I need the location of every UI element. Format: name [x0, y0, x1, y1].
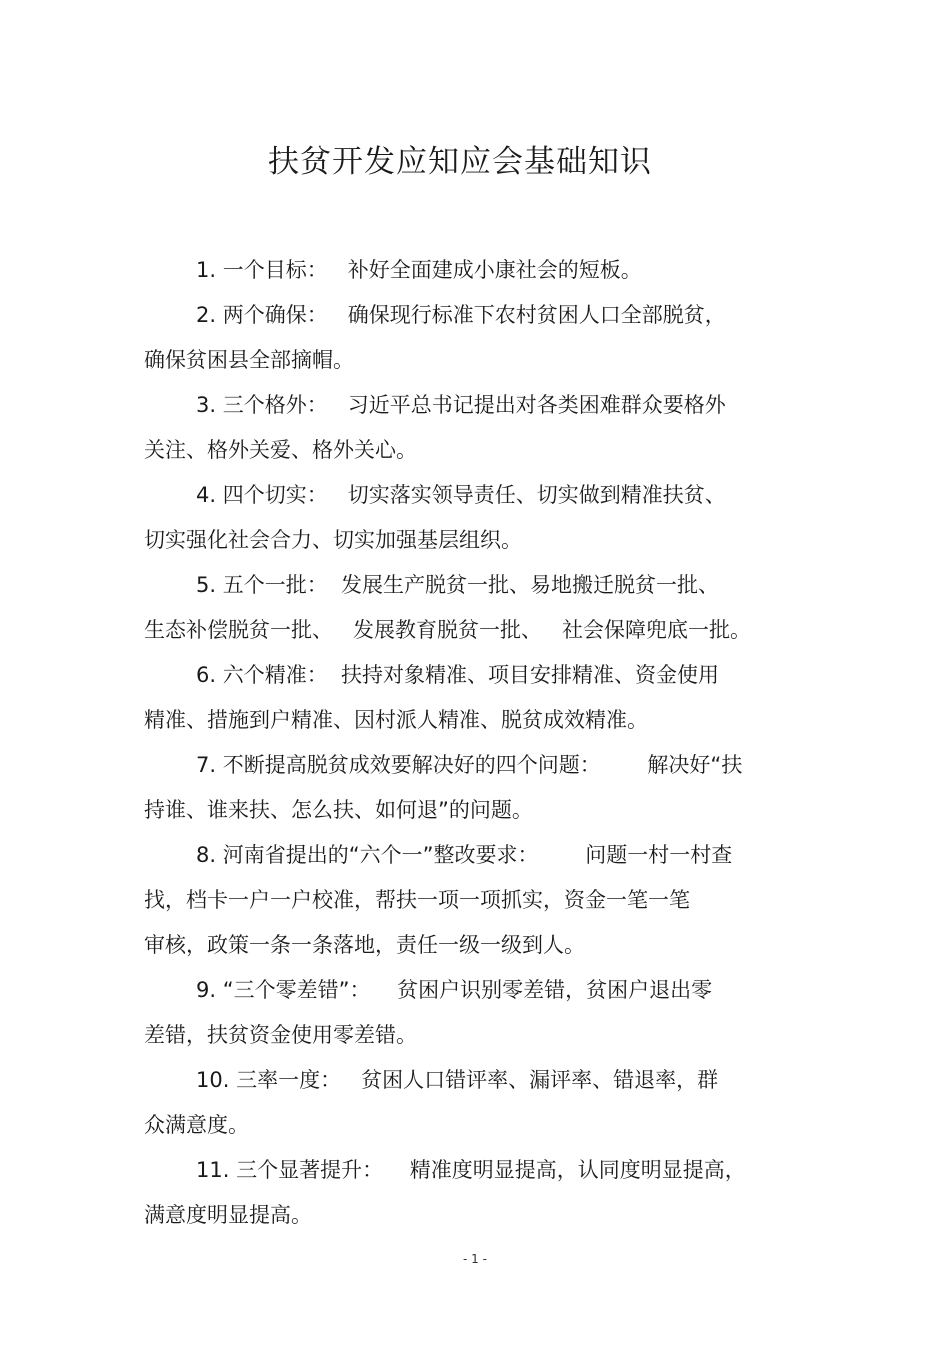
paragraph-line: 切实强化社会合力、切实加强基层组织。 — [144, 528, 522, 552]
paragraph-line: 1. 一个目标： 补好全面建成小康社会的短板。 — [196, 258, 642, 282]
list-item — [144, 833, 804, 968]
paragraph-line: 6. 六个精准： 扶持对象精准、项目安排精准、资金使用 — [196, 663, 720, 687]
paragraph-line: 8. 河南省提出的“六个一”整改要求： 问题一村一村查 — [196, 843, 733, 867]
paragraph-line: 找，档卡一户一户校准，帮扶一项一项抓实，资金一笔一笔 — [144, 888, 690, 912]
paragraph-line: 满意度明显提高。 — [144, 1203, 312, 1227]
paragraph-line: 10. 三率一度： 贫困人口错评率、漏评率、错退率，群 — [196, 1068, 719, 1092]
paragraph-line: 关注、格外关爱、格外关心。 — [144, 438, 417, 462]
list-item — [144, 1058, 804, 1148]
list-item — [144, 383, 804, 473]
paragraph-line: 5. 五个一批： 发展生产脱贫一批、易地搬迁脱贫一批、 — [196, 573, 720, 597]
list-item — [144, 563, 804, 653]
paragraph-line: 差错，扶贫资金使用零差错。 — [144, 1023, 417, 1047]
list-item — [144, 293, 804, 383]
list-item — [144, 248, 804, 293]
page-number: - 1 - — [463, 1252, 487, 1266]
paragraph-line: 生态补偿脱贫一批、 发展教育脱贫一批、 社会保障兜底一批。 — [144, 618, 752, 642]
paragraph-line: 众满意度。 — [144, 1113, 249, 1137]
document-title: 扶贫开发应知应会基础知识 — [268, 144, 652, 180]
document-body — [144, 248, 804, 1238]
list-item — [144, 743, 804, 833]
list-item — [144, 653, 804, 743]
list-item — [144, 473, 804, 563]
paragraph-line: 7. 不断提高脱贫成效要解决好的四个问题： 解决好“扶 — [196, 753, 743, 777]
paragraph-line: 审核，政策一条一条落地，责任一级一级到人。 — [144, 933, 585, 957]
paragraph-line: 精准、措施到户精准、因村派人精准、脱贫成效精准。 — [144, 708, 648, 732]
list-item — [144, 968, 804, 1058]
list-item — [144, 1148, 804, 1238]
paragraph-line: 持谁、谁来扶、怎么扶、如何退”的问题。 — [144, 798, 533, 822]
paragraph-line: 确保贫困县全部摘帽。 — [144, 348, 354, 372]
paragraph-line: 3. 三个格外： 习近平总书记提出对各类困难群众要格外 — [196, 393, 726, 417]
paragraph-line: 2. 两个确保： 确保现行标准下农村贫困人口全部脱贫， — [196, 303, 726, 327]
paragraph-line: 9. “三个零差错”： 贫困户识别零差错，贫困户退出零 — [196, 978, 713, 1002]
paragraph-line: 11. 三个显著提升： 精准度明显提高，认同度明显提高， — [196, 1158, 746, 1182]
paragraph-line: 4. 四个切实： 切实落实领导责任、切实做到精准扶贫、 — [196, 483, 726, 507]
